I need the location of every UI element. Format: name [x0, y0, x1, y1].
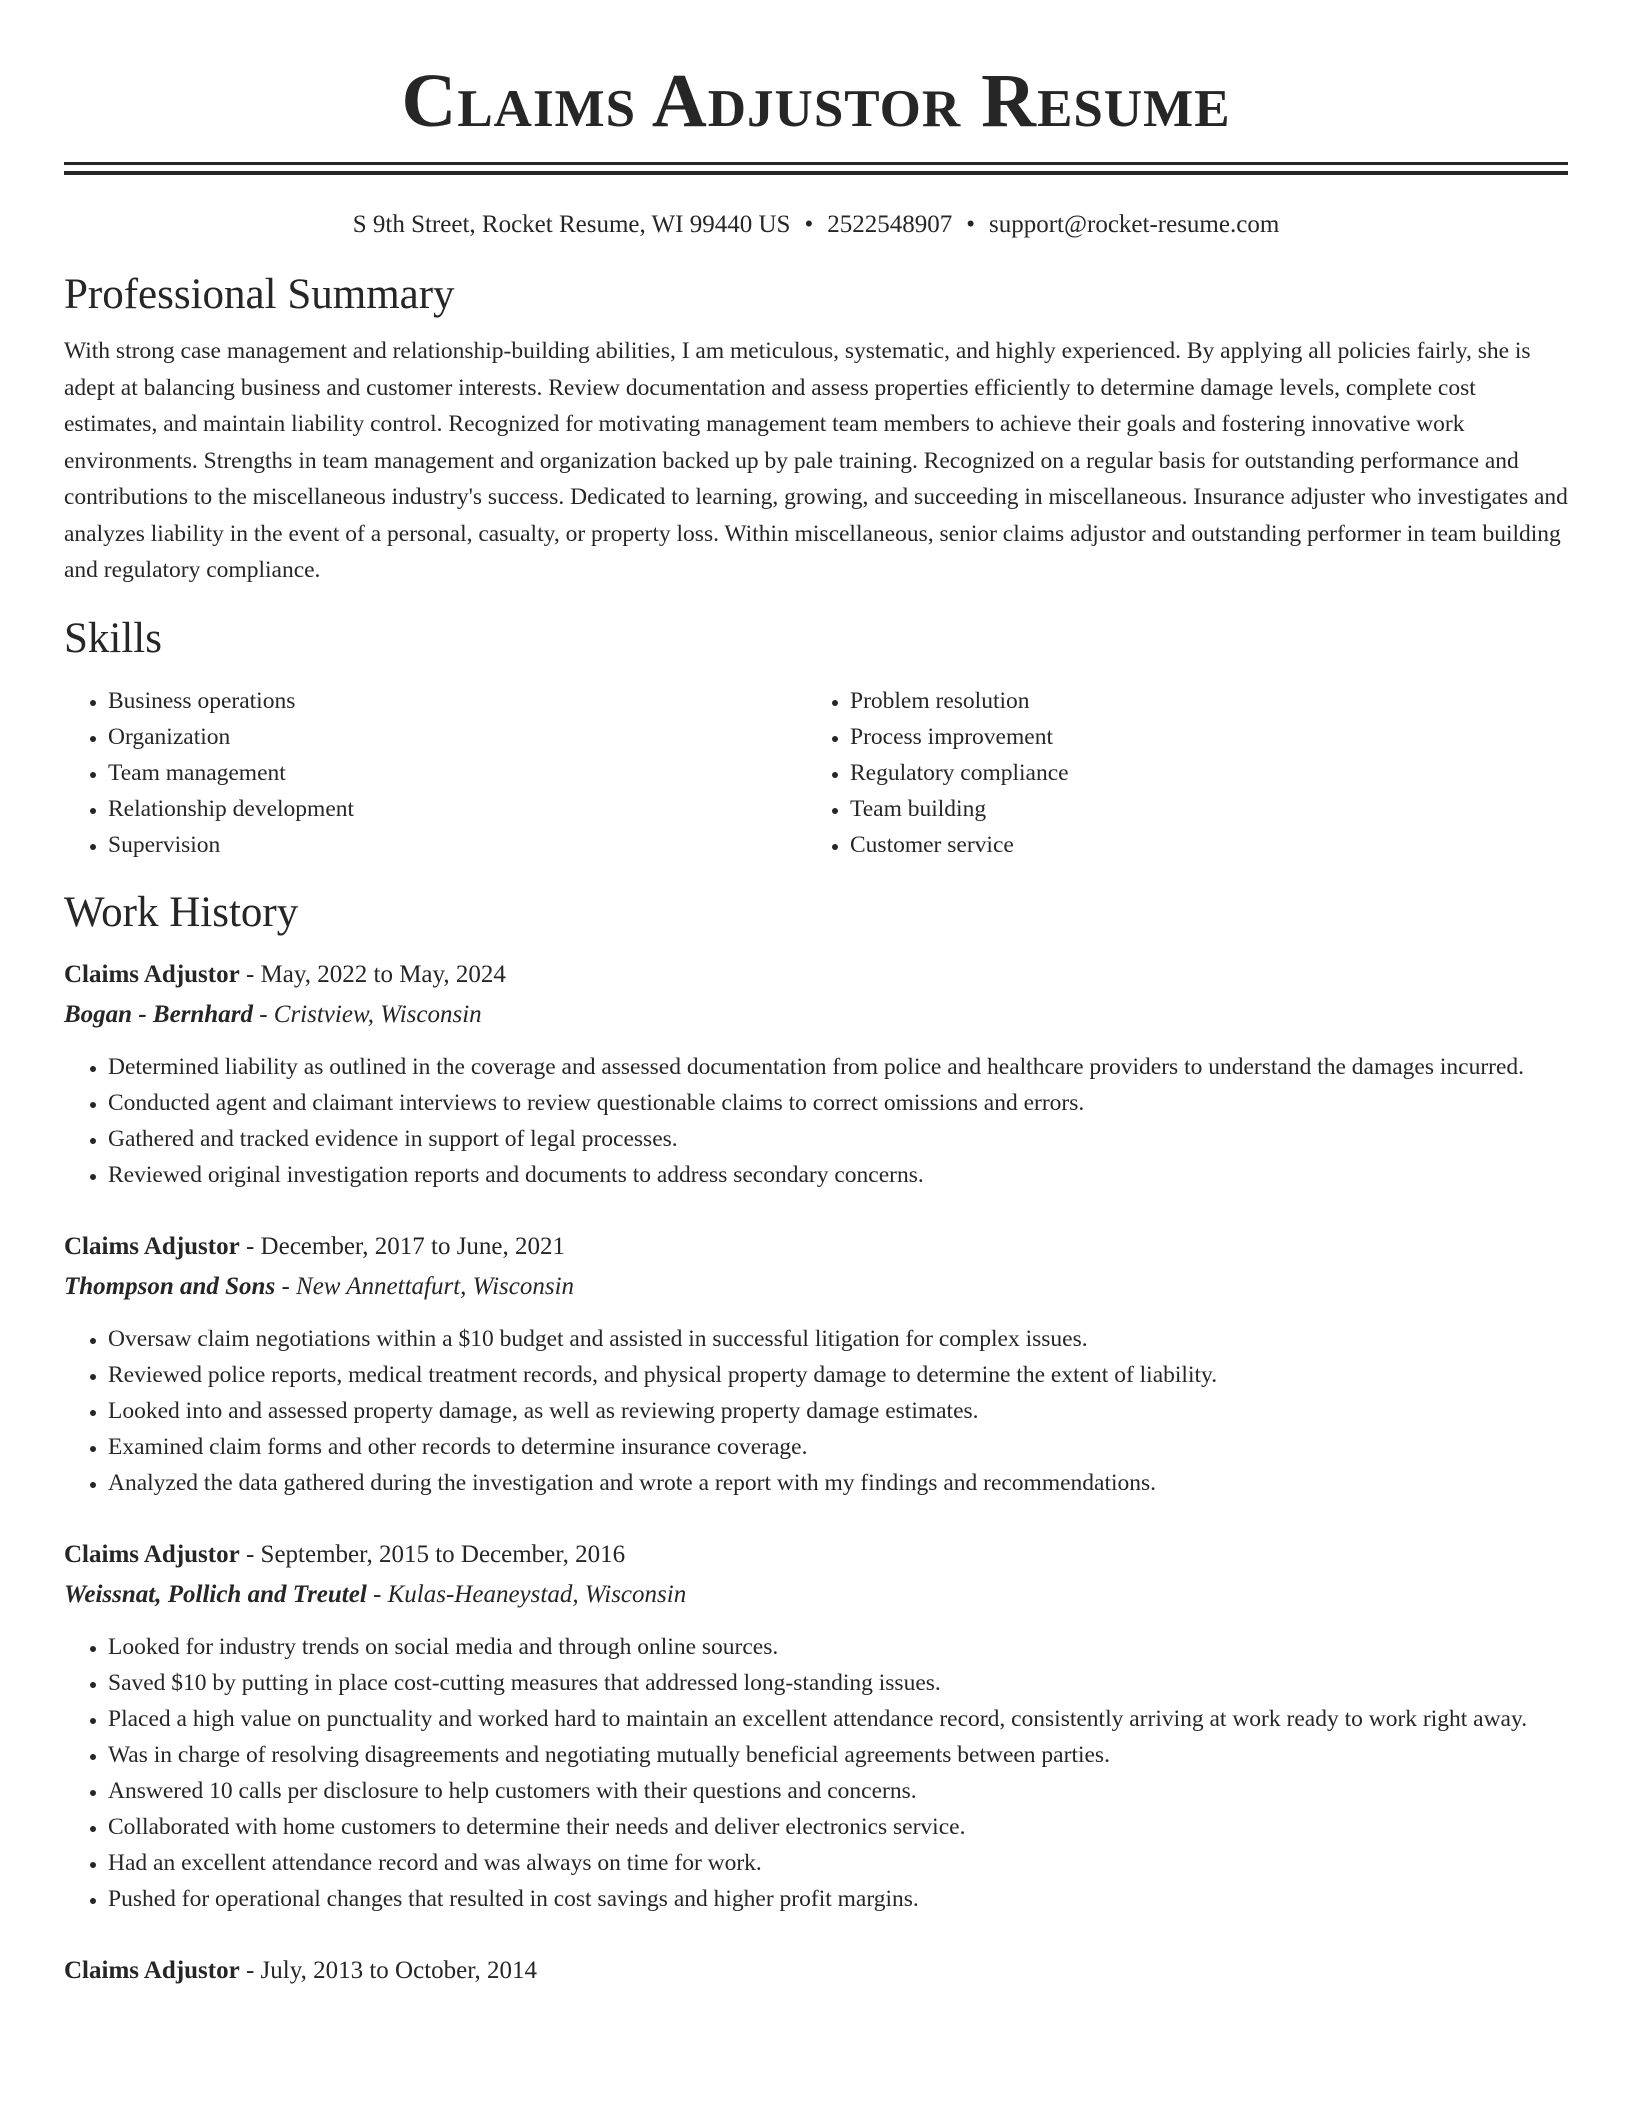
job-company-line — [64, 995, 1568, 1035]
job-entry — [64, 1951, 1568, 1991]
job-role: Claims Adjustor — [64, 960, 240, 988]
duty-item: • Had an excellent attendance record and was always on time for work. — [108, 1845, 1568, 1881]
duty-item: • Oversaw claim negotiations within a $10 budget and assisted in successful litigation for complex issues. — [108, 1321, 1568, 1357]
contact-separator: • — [804, 211, 814, 238]
job-location: - New Annettafurt, Wisconsin — [275, 1272, 575, 1300]
job-dates: - May, 2022 to May, 2024 — [239, 960, 506, 988]
contact-phone: 2522548907 — [827, 211, 953, 238]
job-role: Claims Adjustor — [64, 1540, 240, 1568]
summary-text: With strong case management and relationship-building abilities, I am meticulous, systematic, and highly experienced. By applying all policies fairly, she is adept at balancing business and customer interests. Review documentation and assess properties efficiently to determine damage levels, complete cost estimates, and maintain liability control. Recognized for motivating management team members to achieve their goals and fostering innovative work environments. Strengths in team management and organization backed up by pale training. Recognized on a regular basis for outstanding performance and contributions to the miscellaneous industry's success. Dedicated to learning, growing, and succeeding in miscellaneous. Insurance adjuster who investigates and analyzes liability in the event of a personal, casualty, or property loss. Within miscellaneous, senior claims adjustor and outstanding performer in team building and regulatory compliance. — [64, 338, 1568, 583]
duty-item: • Saved $10 by putting in place cost-cutting measures that addressed long-standing issues. — [108, 1665, 1568, 1701]
contact-line — [64, 209, 1568, 241]
duty-item: • Pushed for operational changes that resulted in cost savings and higher profit margins. — [108, 1881, 1568, 1917]
duty-item: • Placed a high value on punctuality and worked hard to maintain an excellent attendance record, consistently arriving at work ready to work right away. — [108, 1701, 1568, 1737]
skill-item: • Supervision — [108, 827, 806, 863]
job-entry — [64, 955, 1568, 1193]
job-company-line — [64, 1575, 1568, 1615]
job-duties — [64, 1049, 1568, 1193]
duty-item: • Answered 10 calls per disclosure to help customers with their questions and concerns. — [108, 1773, 1568, 1809]
job-entry — [64, 1535, 1568, 1917]
skill-item: • Regulatory compliance — [850, 755, 1548, 791]
skill-item: • Customer service — [850, 827, 1548, 863]
skills-columns — [64, 683, 1568, 863]
skill-item: • Team building — [850, 791, 1548, 827]
contact-separator: • — [966, 211, 975, 238]
job-dates: - December, 2017 to June, 2021 — [239, 1232, 566, 1260]
job-dates: - September, 2015 to December, 2016 — [239, 1540, 626, 1568]
duty-item: • Looked for industry trends on social media and through online sources. — [108, 1629, 1568, 1665]
job-company-line — [64, 1267, 1568, 1307]
duty-item: • Reviewed original investigation reports and documents to address secondary concerns. — [108, 1157, 1568, 1193]
resume-title: Claims Adjustor Resume — [401, 59, 1231, 143]
summary-heading: Professional Summary — [64, 271, 455, 318]
job-dates: - July, 2013 to October, 2014 — [239, 1956, 538, 1984]
duty-item: • Reviewed police reports, medical treatment records, and physical property damage to determine the extent of liability. — [108, 1357, 1568, 1393]
duty-item: • Collaborated with home customers to determine their needs and deliver electronics service. — [108, 1809, 1568, 1845]
duty-item: • Examined claim forms and other records to determine insurance coverage. — [108, 1429, 1568, 1465]
skill-item: • Business operations — [108, 683, 806, 719]
job-location: - Cristview, Wisconsin — [252, 1000, 482, 1028]
skills-list-left — [64, 683, 806, 863]
skill-item: • Relationship development — [108, 791, 806, 827]
title-divider-bottom — [64, 171, 1568, 175]
job-title-line — [64, 955, 1568, 995]
skills-list-right — [806, 683, 1548, 863]
job-title-line — [64, 1951, 1568, 1991]
job-role: Claims Adjustor — [64, 1956, 240, 1984]
contact-email: support@rocket-resume.com — [988, 211, 1280, 238]
duty-item: • Was in charge of resolving disagreements and negotiating mutually beneficial agreements between parties. — [108, 1737, 1568, 1773]
job-duties — [64, 1629, 1568, 1917]
job-entry — [64, 1227, 1568, 1501]
job-title-line — [64, 1227, 1568, 1267]
job-company: Weissnat, Pollich and Treutel — [64, 1580, 367, 1608]
skill-item: • Process improvement — [850, 719, 1548, 755]
duty-item: • Determined liability as outlined in the coverage and assessed documentation from police and healthcare providers to understand the damages incurred. — [108, 1049, 1568, 1085]
skill-item: • Organization — [108, 719, 806, 755]
skill-item: • Team management — [108, 755, 806, 791]
job-company: Bogan - Bernhard — [64, 1000, 253, 1028]
duty-item: • Analyzed the data gathered during the investigation and wrote a report with my findings and recommendations. — [108, 1465, 1568, 1501]
duty-item: • Looked into and assessed property damage, as well as reviewing property damage estimates. — [108, 1393, 1568, 1429]
skills-heading: Skills — [64, 614, 162, 662]
job-company: Thompson and Sons — [64, 1272, 276, 1300]
work-history-heading: Work History — [64, 888, 299, 936]
duty-item: • Gathered and tracked evidence in support of legal processes. — [108, 1121, 1568, 1157]
job-duties — [64, 1321, 1568, 1501]
job-role: Claims Adjustor — [64, 1232, 240, 1260]
contact-address: S 9th Street, Rocket Resume, WI 99440 US — [352, 211, 791, 238]
duty-item: • Conducted agent and claimant interviews to review questionable claims to correct omissions and errors. — [108, 1085, 1568, 1121]
job-location: - Kulas-Heaneystad, Wisconsin — [366, 1580, 687, 1608]
skill-item: • Problem resolution — [850, 683, 1548, 719]
job-title-line — [64, 1535, 1568, 1575]
title-divider-top — [64, 162, 1568, 165]
